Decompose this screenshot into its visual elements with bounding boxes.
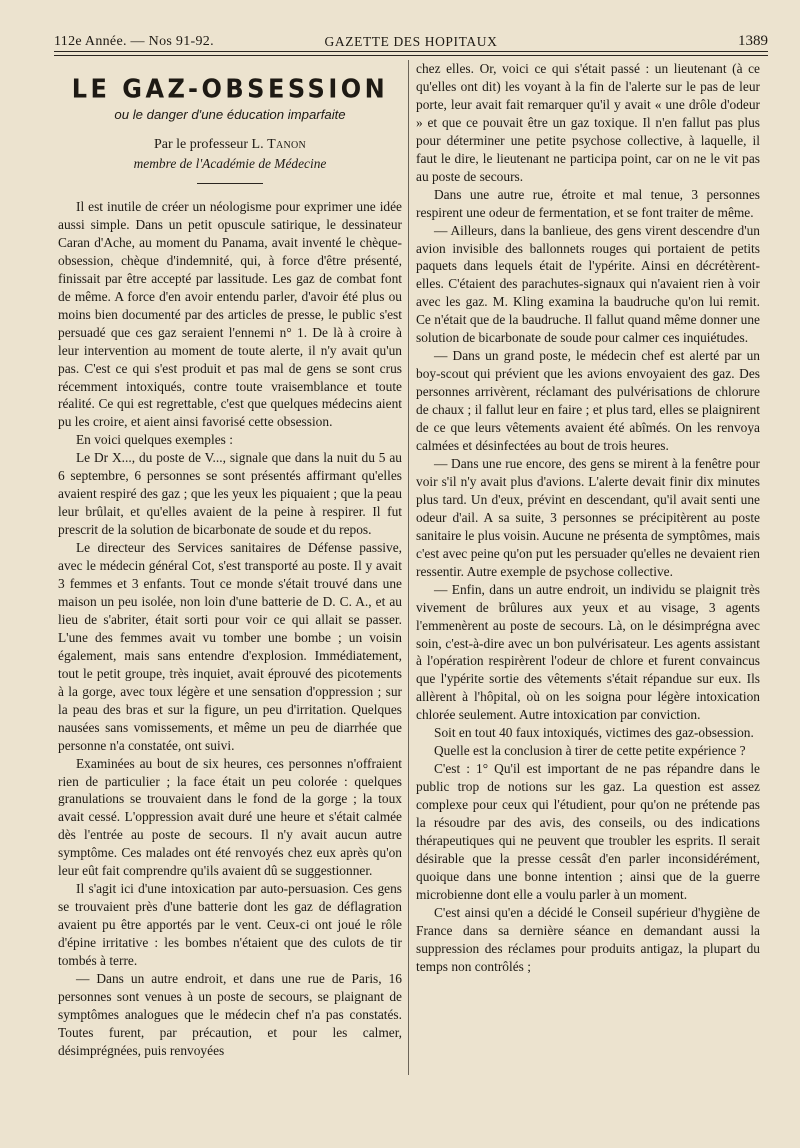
article-title: LE GAZ-OBSESSION: [71, 73, 389, 105]
left-column: [58, 60, 402, 1085]
author-affiliation: membre de l'Académie de Médecine: [133, 156, 327, 171]
paragraph: Soit en tout 40 faux intoxiqués, victimes des gaz-obsession.: [434, 725, 754, 741]
page-header: [54, 26, 768, 50]
paragraph: — Dans un autre endroit, et dans une rue de Paris, 16 personnes sont venues à un poste de secours, se plaignant de symptômes analogues que le médecin chef n'a pas constatés. Toutes furent, par précaution, et pour les calmer, désimprégnées, puis renvoyées: [58, 970, 402, 1058]
article-subtitle: ou le danger d'une éducation imparfaite: [114, 107, 346, 122]
paragraph: — Dans un grand poste, le médecin chef est alerté par un boy-scout qui prévient que les avions envoyaient des gaz. Des personnes arrivèrent, réclamant des pulvérisations de chlorure de chaux ; il fallut leur en faire ; et plus tard, elles se plaignirent de ce que leurs vêtements avaient été abîmés. On les renvoya calmées et désinfectées au bout de trois heures.: [416, 348, 760, 454]
byline-prefix: Par le professeur L.: [153, 137, 264, 152]
paragraph: C'est ainsi qu'en a décidé le Conseil supérieur d'hygiène de France dans sa dernière séance en demandant aussi la suppression des réclames pour produits antigaz, la plupart du temps non contrôlés ;: [416, 904, 760, 974]
paragraph: Le directeur des Services sanitaires de Défense passive, avec le médecin général Cot, s'est transporté au poste. Il y avait 3 femmes et 3 enfants. Tout ce monde s'était trouvé dans une maison un peu isolée, non loin d'une batterie de D. C. A., et au lieu de s'abriter, était sorti pour voir ce qui allait se passer. L'une des femmes avait vu tomber une bombe ; un voisin également, mais sans entendre d'explosion. Immédiatement, tout le petit groupe, très inquiet, avait éprouvé des picotements à la gorge, avec toux légère et une sensation d'oppression ; sur la peau des bras et sur la figure, un peu d'irritation. Quelques nausées sans vomissements, et même un peu de diarrhée que personne n'a constatée, ont suivi.: [58, 540, 402, 753]
paragraph: C'est : 1° Qu'il est important de ne pas répandre dans le public trop de notions sur les gaz. La question est assez complexe pour ceux qui l'étudient, pour qu'on ne prétende pas la résoudre par des avis, des conseils, ou des indications thérapeutiques qui ne peuvent que troubler les esprits. Il serait désirable que la presse cessât d'en parler inconsidérément, quoique dans une bonne intention ; ainsi que de la guerre microbienne dont elle a voulu parler à un moment.: [416, 761, 760, 902]
paragraph: Il est inutile de créer un néologisme pour exprimer une idée aussi simple. Dans un petit opuscule satirique, le dessinateur Caran d'Ache, au moment du Panama, avait inventé le chèque-obsession, chèque d'indemnité, qui, à force d'être présenté, finissait par être accepté par lassitude. Les gaz de combat font de même. A force d'en avoir entendu parler, d'avoir été plus ou moins bien documenté par des articles de presse, le public s'est persuadé que ces gaz seraient l'ennemi n° 1. De là à croire à leur intervention au moment de toute alerte, il n'y avait qu'un pas. C'est ce qui s'est produit et pas mal de gens se sont crus récemment intoxiqués, contre toute vraisemblance et toute réalité. Ce qui est regrettable, c'est que quelques médecins aient pu les croire, et aient ainsi favorisé cette obsession.: [58, 199, 402, 430]
paragraph: Quelle est la conclusion à tirer de cette petite expérience ?: [434, 743, 746, 759]
byline: [58, 135, 402, 154]
paragraph: Il s'agit ici d'une intoxication par auto-persuasion. Ces gens se trouvaient près d'une batterie dont les gaz de déflagration avaient pu être apportés par le vent. Ceux-ci ont joué le rôle d'épine irritative : les bombes n'étaient que des culots de tir tombés à terre.: [58, 881, 402, 969]
title-separator: [197, 183, 263, 184]
paragraph: — Enfin, dans un autre endroit, un individu se plaignit très vivement de brûlures aux yeux et au visage, 3 agents l'emmenèrent au poste de secours. Là, on le désimprégna avec soin, c'est-à-dire avec un bon pulvérisateur. Les agents assistant à l'opération respirèrent l'odeur de chlore et furent convaincus que l'ypérite sortie des vêtements s'était répandue sur eux. Ils allèrent à l'hôpital, où on les soigna pour légère intoxication chlorée seulement. Autre intoxication par conviction.: [416, 581, 760, 723]
column-divider: [408, 60, 409, 1075]
paragraph: — Dans une rue encore, des gens se mirent à la fenêtre pour voir s'il n'y avait plus d'avions. L'alerte devait finir dix minutes plus tard. Un d'eux, prévint en descendant, qu'il avait senti une odeur d'ail. A sa suite, 3 personnes se précipitèrent au poste sanitaire le plus voisin. Aucune ne présenta de symptômes, mais c'est avec peine qu'on put les persuader qu'elles ne devaient rien ressentir. Autre exemple de psychose collective.: [416, 455, 760, 579]
page-number: 1389: [738, 33, 768, 49]
author-name: Tanon: [267, 137, 307, 152]
header-rule: [54, 51, 768, 52]
paragraph: Examinées au bout de six heures, ces personnes n'offraient rien de particulier ; la face était un peu colorée : quelques granulations se trouvaient dans le fond de la gorge ; la toux avait cessé. L'oppression avait duré une heure et s'était calmée dès l'entrée au poste de secours. Il n'y avait aucun autre symptôme. Ces malades ont été renvoyés chez eux après qu'on leur eût fait comprendre qu'ils avaient dû se suggestionner.: [58, 755, 402, 879]
paragraph-continued: chez elles. Or, voici ce qui s'était passé : un lieutenant (à ce qu'elles ont dit) les voyant à la fin de l'alerte sur le pas de leur porte, leur avait fait remarquer qu'il y avait « une drôle d'odeur » et que ce pouvait être un gaz toxique. Il n'en fallut pas plus pour déterminer une petite psychose collective, à laquelle, il faut le dire, le lieutenant ne participa point, car on ne le vit pas au poste de secours.: [416, 61, 760, 184]
journal-title: GAZETTE DES HOPITAUX: [324, 34, 498, 49]
header-rule-thin: [54, 55, 768, 56]
paragraph: — Ailleurs, dans la banlieue, des gens virent descendre d'un avion invisible des ballonnets rouges qui portaient de petits paquets dans lequels était de l'ypérite. Ainsi en décrétèrent-elles. C'étaient des parachutes-signaux qui n'avaient rien à voir avec les gaz. M. Kling examina la baudruche qu'on lui remit. Ce n'était que de la baudruche. Il fallut quand même donner une solution de bicarbonate de soude pour calmer ces inquiétudes.: [416, 222, 760, 346]
issue-number: 112e Année. — Nos 91-92.: [54, 34, 214, 49]
paragraph: En voici quelques exemples :: [76, 432, 233, 448]
paragraph: Le Dr X..., du poste de V..., signale que dans la nuit du 5 au 6 septembre, 6 personnes se sont présentés affirmant qu'elles avaient respiré des gaz ; que les yeux les piquaient ; que la peau leur brûlait, et qu'elles avaient de la peine à respirer. Il fut prescrit de la solution de bicarbonate de soude et du repos.: [58, 450, 402, 538]
right-column: [416, 60, 760, 1085]
paragraph: Dans une autre rue, étroite et mal tenue, 3 personnes respirent une odeur de fermentation, et se font traiter de même.: [416, 186, 760, 220]
